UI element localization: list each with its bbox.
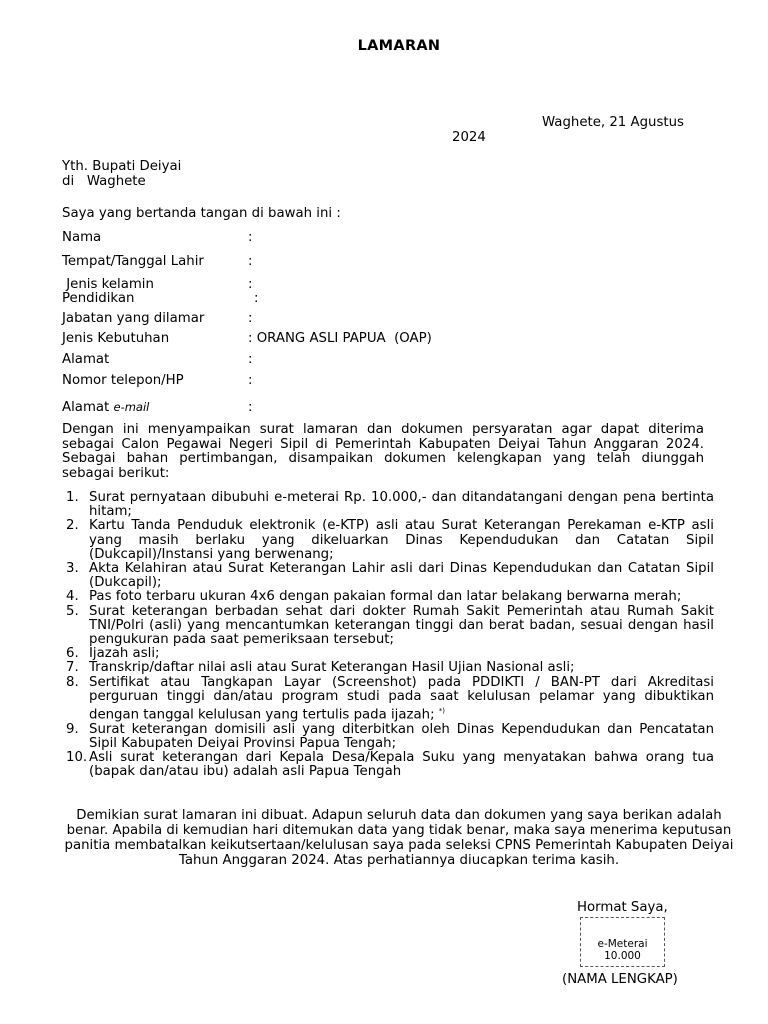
documents-list (62, 491, 714, 779)
list-item-text: Surat pernyataan dibubuhi e-meterai Rp. 10.000,- dan ditandatangani dengan pena bertinta hitam; (89, 490, 714, 520)
list-item (62, 519, 714, 562)
list-item-text: Transkrip/daftar nilai asli atau Surat Keterangan Hasil Ujian Nasional asli; (89, 660, 575, 676)
stamp-line-2: 10.000 (604, 950, 641, 962)
list-item-text: Surat keterangan berbadan sehat dari dokter Rumah Sakit Pemerintah atau Rumah Sakit TNI/Polri (asli) yang mencantumkan keterangan tinggi dan berat badan, sesuai dengan hasil pengukuran pada saat pemeriksaan tersebut; (89, 603, 714, 648)
field-nama-label: Nama (62, 230, 102, 245)
list-item-number: 2. (66, 518, 79, 534)
list-item-number: 8. (66, 674, 79, 690)
list-item-number: 7. (66, 660, 79, 676)
recipient-line-1: Yth. Bupati Deiyai (62, 159, 182, 174)
signature-salutation: Hormat Saya, (577, 900, 668, 915)
stamp-line-1: e-Meterai (597, 938, 648, 950)
list-item (62, 605, 714, 648)
field-telepon-label: Nomor telepon/HP (62, 373, 184, 388)
field-jabatan-colon: : (248, 311, 253, 326)
footnote-marker: *) (438, 707, 446, 716)
list-item-text: Surat keterangan domisili asli yang diterbitkan oleh Dinas Kependudukan dan Pencatatan Sipil Kabupaten Deiyai Provinsi Papua Tengah; (89, 721, 714, 751)
list-item (62, 590, 714, 604)
list-item-text: Akta Kelahiran atau Surat Keterangan Lahir asli dari Dinas Kependudukan dan Catatan Sipil (Dukcapil); (89, 561, 714, 591)
list-item (62, 751, 714, 779)
field-ttl-colon: : (248, 254, 253, 269)
field-kebutuhan-label: Jenis Kebutuhan (62, 331, 170, 346)
list-item-number: 10. (66, 750, 88, 766)
list-item (62, 676, 714, 723)
date-line-1: Waghete, 21 Agustus (542, 115, 684, 130)
field-ttl-label: Tempat/Tanggal Lahir (62, 254, 204, 269)
closing-paragraph: Demikian surat lamaran ini dibuat. Adapun seluruh data dan dokumen yang saya berikan adalah benar. Apabila di kemudian hari ditemukan data yang tidak benar, maka saya menerima keputusan panitia membatalkan keikutsertaan/kelulusan saya pada seleksi CPNS Pemerintah Kabupaten Deiyai Tahun Anggaran 2024. Atas perhatiannya diucapkan terima kasih. (64, 808, 734, 868)
field-email-label (62, 400, 149, 415)
field-pendidikan-colon: : (254, 291, 259, 306)
signature-name: (NAMA LENGKAP) (562, 972, 678, 987)
list-item (62, 562, 714, 590)
list-item (62, 491, 714, 519)
field-nama-colon: : (248, 230, 253, 245)
list-item-number: 3. (66, 561, 79, 577)
field-alamat-colon: : (248, 352, 253, 367)
field-jabatan-label: Jabatan yang dilamar (62, 311, 205, 326)
document-title: LAMARAN (357, 38, 441, 54)
list-item-text: Pas foto terbaru ukuran 4x6 dengan pakaian formal dan latar belakang berwarna merah; (89, 589, 682, 605)
list-item-number: 9. (66, 721, 79, 737)
list-item-text: Ijazah asli; (89, 646, 160, 662)
list-item-text: Kartu Tanda Penduduk elektronik (e-KTP) asli atau Surat Keterangan Perekaman e-KTP asli yang masih berlaku yang dikeluarkan Dinas Kependudukan dan Catatan Sipil (Dukcapil)/Instansi yang berwenang; (89, 518, 714, 562)
body-paragraph: Dengan ini menyampaikan surat lamaran dan dokumen persyaratan agar dapat diterima sebagai Calon Pegawai Negeri Sipil di Pemerintah Kabupaten Deiyai Tahun Anggaran 2024. Sebagai bahan pertimbangan, disampaikan dokumen kelengkapan yang telah diunggah sebagai berikut: (62, 422, 704, 481)
list-item (62, 723, 714, 751)
list-item (62, 647, 714, 661)
list-item-text: Asli surat keterangan dari Kepala Desa/Kepala Suku yang menyatakan bahwa orang tua (bapak dan/atau ibu) adalah asli Papua Tengah (89, 750, 714, 780)
list-item-number: 4. (66, 589, 79, 605)
date-line-2: 2024 (452, 130, 486, 145)
field-jk-colon: : (248, 277, 253, 292)
recipient-line-2: di Waghete (62, 174, 146, 189)
list-item-number: 5. (66, 603, 79, 619)
list-item (62, 661, 714, 675)
e-meterai-stamp (580, 917, 665, 967)
field-pendidikan-label: Pendidikan (62, 291, 135, 306)
field-email-label-text: Alamat (62, 400, 114, 415)
field-kebutuhan-value: : ORANG ASLI PAPUA (OAP) (248, 331, 432, 346)
field-jk-label: Jenis kelamin (62, 277, 154, 292)
intro-text: Saya yang bertanda tangan di bawah ini : (62, 206, 341, 221)
field-email-colon: : (248, 400, 253, 415)
field-email-label-em: e-mail (113, 400, 150, 414)
field-alamat-label: Alamat (62, 352, 110, 367)
field-telepon-colon: : (248, 373, 253, 388)
list-item-number: 1. (66, 490, 79, 505)
list-item-text: Sertifikat atau Tangkapan Layar (Screenshot) pada PDDIKTI / BAN-PT dari Akreditasi perguruan tinggi dan/atau program studi pada saat kelulusan pelamar yang dibuktikan dengan tanggal kelulusan yang tertulis pada ijazah; (89, 674, 714, 723)
list-item-number: 6. (66, 646, 79, 662)
